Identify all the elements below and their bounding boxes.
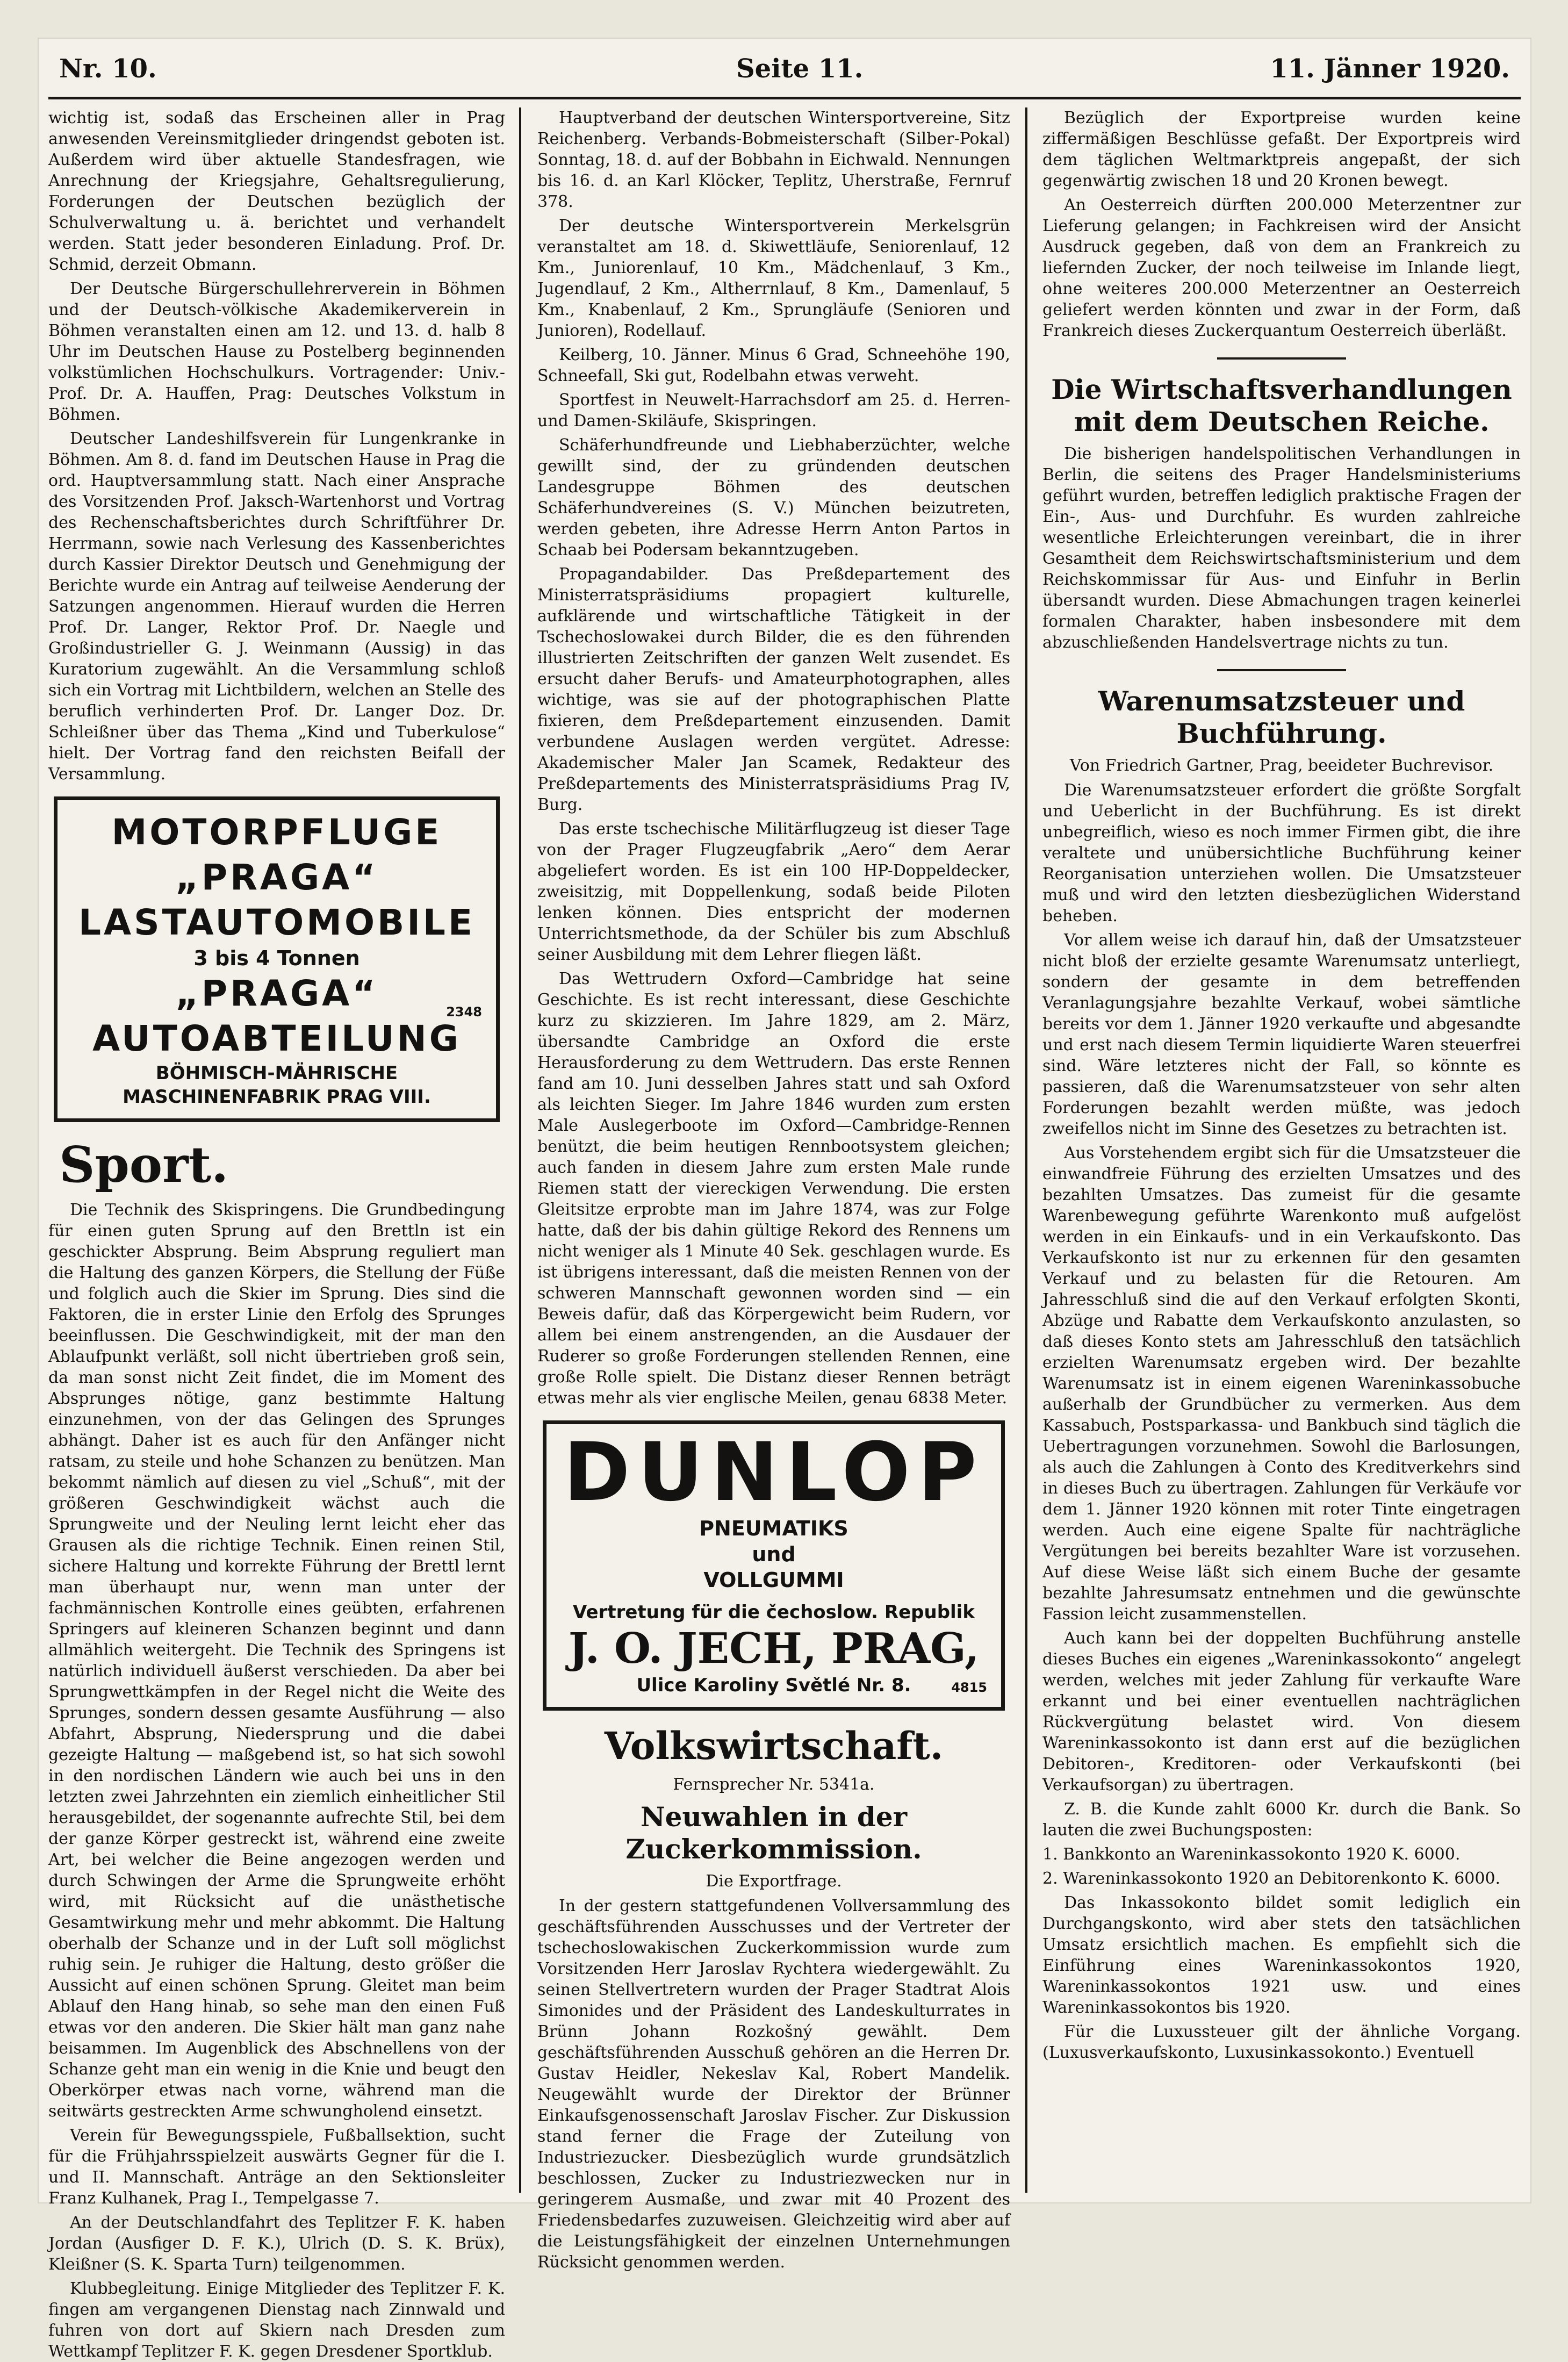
article-paragraph: An der Deutschlandfahrt des Teplitzer F. K. haben Jordan (Ausfiger D. F. K.), Ulrich (D. S. K. Brüx), Kleißner (S. K. Sparta Turn) teilgenommen. (48, 2213, 505, 2274)
article-paragraph: Schäferhundfreunde und Liebhaberzüchter, welche gewillt sind, der zu gründenden deutschen Landesgruppe Böhmen des deutschen Schäferhundvereines (S. V.) München beizutreten, werden gebeten, ihre Adresse Herrn Anton Partos in Schaab bei Podersam bekanntzugeben. (537, 436, 1010, 559)
ad-line: 3 bis 4 Tonnen (193, 946, 360, 970)
article-paragraph: In der gestern stattgefundenen Vollversammlung des geschäftsführenden Ausschusses und der Vertreter der tschechoslowakischen Zuckerkommission wurde zum Vorsitzenden Herr Jaroslav Rychtera wiedergewählt. Zu seinen Stellvertretern wurden der Prager Stadtrat Alois Simonides und der Präsident des Landeskulturrates in Brünn Johann Rozkošný gewählt. Dem geschäftsführenden Ausschuß gehören an die Herren Dr. Gustav Heidler, Nekeslav Kal, Robert Mandelik. Neugewählt wurde der Direktor der Brünner Einkaufsgenossenschaft Jaroslav Fischer. Zur Diskussion stand ferner die Frage der Zuteilung von Industriezucker. Diesbezüglich wurde grundsätzlich beschlossen, Zucker zu Industriezwecken nur in geringerem Ausmaße, und zwar mit 40 Prozent des Friedensbedarfes zuzuweisen. Gleichzeitig wird aber auf die Leistungsfähigkeit der einzelnen Unternehmungen Rücksicht genommen werden. (537, 1897, 1010, 2272)
article-headline: Die Wirtschaftsverhandlungen mit dem Deutschen Reiche. (1051, 374, 1512, 437)
ad-line: „PRAGA“ (175, 857, 378, 898)
phone-line: Fernsprecher Nr. 5341a. (673, 1775, 875, 1794)
article-headline: Warenumsatzsteuer und Buchführung. (1098, 685, 1465, 749)
separator (1217, 357, 1346, 360)
article-paragraph: Die Warenumsatzsteuer erfordert die größte Sorgfalt und Ueberlicht in der Buchführung. Es ist direkt unbegreiflich, wieso es noch immer Firmen gibt, die ihre veraltete und unübersichtliche Buchführung keiner Reorganisation unterziehen wollen. Die Umsatzsteuer muß und wird den letzten diesbezüglichen Widerstand beheben. (1042, 781, 1521, 925)
column-1 (48, 107, 505, 2361)
article-paragraph: Vor allem weise ich darauf hin, daß der Umsatzsteuer nicht bloß der erzielte gesamte Warenumsatz unterliegt, sondern der gesamte in dem betreffenden Veranlagungsjahre bezahlte Verkauf, wobei sämtliche bereits vor dem 1. Jänner 1920 verkaufte und abgesandte und erst nach diesem Termin liquidierte Waren steuerfrei sind. Wäre letzteres nicht der Fall, so könnte es passieren, daß die Warenumsatzsteuer von sehr alten Forderungen bezahlt werden müßte, was jedoch zweifellos nicht im Sinne des Gesetzes zu betrachten ist. (1042, 931, 1521, 1138)
article-paragraph: Z. B. die Kunde zahlt 6000 Kr. durch die Bank. So lauten die zwei Buchungsposten: (1042, 1800, 1521, 1840)
section-title-volkswirtschaft: Volkswirtschaft. (604, 1724, 944, 1768)
article-paragraph: Keilberg, 10. Jänner. Minus 6 Grad, Schneehöhe 190, Schneefall, Ski gut, Rodelbahn etwas verweht. (537, 346, 1010, 385)
page-number: Seite 11. (736, 54, 864, 84)
article-byline: Von Friedrich Gartner, Prag, beeideter Buchrevisor. (1069, 756, 1494, 775)
ad-line: „PRAGA“ (175, 973, 378, 1014)
ad-line: PNEUMATIKS (699, 1517, 848, 1540)
article-paragraph: Auch kann bei der doppelten Buchführung anstelle dieses Buches ein eigenes „Wareninkassokonto“ angelegt werden, welches mit jeder Zahlung für verkaufte Ware erkannt und bei einer eventuellen nachträglichen Rückvergütung belastet wird. Von diesem Wareninkassokonto ist dann erst auf die bezüglichen Debitoren-, Kreditoren- oder Verkaufskonti (bei Verkaufsorgan) zu übertragen. (1042, 1629, 1521, 1794)
booking-entry: 2. Wareninkassokonto 1920 an Debitorenkonto K. 6000. (1042, 1869, 1501, 1888)
article-paragraph: wichtig ist, sodaß das Erscheinen aller in Prag anwesenden Vereinsmitglieder dringendst geboten ist. Außerdem wird über aktuelle Standesfragen, wie Anrechnung der Kriegsjahre, Gehaltsregulierung, Forderungen der Deutschen bezüglich der Schulverwaltung u. ä. berichtet und verhandelt werden. Statt jeder besonderen Einladung. Prof. Dr. Schmid, derzeit Obmann. (48, 109, 505, 274)
article-paragraph: Klubbegleitung. Einige Mitglieder des Teplitzer F. K. fingen am vergangenen Dienstag nach Zinnwald und fuhren von dort auf Skiern nach Dresden zum Wettkampf Teplitzer F. K. gegen Dresdener Sportklub. (48, 2279, 505, 2361)
newspaper-page (38, 38, 1531, 2361)
article-subheadline: Die Exportfrage. (706, 1872, 842, 1891)
article-paragraph: Die bisherigen handelspolitischen Verhandlungen in Berlin, die seitens des Prager Handelsministeriums geführt wurden, betreffen lediglich praktische Fragen der Ein-, Aus- und Durchfuhr. Es wurden zahlreiche wesentliche Erleichterungen vereinbart, die in ihrer Gesamtheit dem Reichswirtschaftsministerium und dem Reichskommissar für Aus- und Einfuhr in Berlin übersandt wurden. Diese Abmachungen tragen keinerlei formalen Charakter, haben insbesondere mit dem abzuschließenden Handelsvertrage nichts zu tun. (1042, 444, 1521, 652)
ad-line: MASCHINENFABRIK PRAG VIII. (123, 1086, 431, 1108)
article-paragraph: Propagandabilder. Das Preßdepartement des Ministerratspräsidiums propagiert kulturelle, aufklärende und wirtschaftliche Tätigkeit in der Tschechoslowakei durch Bilder, die es den führenden illustrierten Zeitschriften der ganzen Welt zusendet. Es ersucht daher Berufs- und Amateurphotographen, alles wichtige, was sie auf der photographischen Platte fixieren, dem Preßdepartement einzusenden. Damit verbundene Auslagen werden vergütet. Adresse: Akademischer Maler Jan Scamek, Redakteur des Preßdepartements des Ministerratspräsidiums Prag IV, Burg. (537, 565, 1010, 814)
separator (1217, 669, 1346, 671)
article-paragraph: Sportfest in Neuwelt-Harrachsdorf am 25. d. Herren- und Damen-Skiläufe, Skispringen. (537, 391, 1010, 430)
ad-line: MOTORPFLUGE (111, 812, 442, 853)
ad-line: Ulice Karoliny Světlé Nr. 8. (636, 1675, 911, 1696)
article-paragraph: Das Wettrudern Oxford—Cambridge hat seine Geschichte. Es ist recht interessant, diese Geschichte kurz zu skizzieren. Im Jahre 1829, am 2. März, übersandte Cambridge an Oxford die erste Herausforderung zu dem Wettrudern. Das erste Rennen fand am 10. Juni desselben Jahres statt und sah Oxford als leichten Sieger. Im Jahre 1846 wurden zum ersten Male Auslegerboote im Oxford—Cambridge-Rennen benützt, die beim heutigen Rennbootsystem gleichen; auch fanden in diesem Jahre zum ersten Male runde Riemen statt der viereckigen Verwendung. Die ersten Gleitsitze erprobte man im Jahre 1874, was zur Folge hatte, daß der bis dahin gültige Rekord des Rennens um nicht weniger als 1 Minute 40 Sek. geschlagen wurde. Es ist übrigens interessant, daß die meisten Rennen von der schweren Mannschaft gewonnen worden sind — ein Beweis dafür, daß das Körpergewicht beim Rudern, vor allem bei einem anstrengenden, an die Ausdauer der Ruderer so große Forderungen stellenden Rennen, eine große Rolle spielt. Die Distanz dieser Rennen beträgt etwas mehr als vier englische Meilen, genau 6838 Meter. (537, 970, 1010, 1408)
ad-line: AUTOABTEILUNG (92, 1018, 461, 1059)
ad-number: 2348 (446, 1004, 482, 1020)
article-paragraph: Die Technik des Skispringens. Die Grundbedingung für einen guten Sprung auf den Brettln ist ein geschickter Absprung. Beim Absprung reguliert man die Haltung des ganzen Körpers, die Stellung der Füße und folglich auch die Skier im Sprung. Dies sind die Faktoren, die in erster Linie den Erfolg des Sprunges beeinflussen. Die Geschwindigkeit, mit der man den Ablaufpunkt verläßt, soll nicht übertrieben groß sein, da man sonst nicht Zeit findet, die im Moment des Absprunges nötige, ganz bestimmte Haltung einzunehmen, von der das Gelingen des Sprunges abhängt. Daher ist es auch für den Anfänger nicht ratsam, zu steile und hohe Schanzen zu benützen. Man bekommt nämlich auf diesen zu viel „Schuß“, mit der größeren Geschwindigkeit wächst auch die Sprungweite und der Neuling lernt leicht eher das Grausen als die richtige Technik. Einen reinen Stil, sichere Haltung und korrekte Führung der Brettl lernt man überhaupt nur, wenn man unter der fachmännischen Kontrolle eines geübten, erfahrenen Springers auf kleineren Schanzen beginnt und dann allmählich weitergeht. Die Technik des Springens ist natürlich individuell äußerst verschieden. Da aber bei Sprungwettkämpfen in der Regel nicht die Weite des Sprunges, sondern dessen gesamte Ausführung — also Abfahrt, Absprung, Niedersprung und die dabei gezeigte Haltung — maßgebend ist, so hat sich sowohl in den nordischen Ländern wie auch bei uns in den letzten zwei Jahrzehnten ein ziemlich einheitlicher Stil herausgebildet, der sogenannte aufrechte Stil, bei dem der ganze Körper gestreckt ist, während eine zweite Art, bei welcher die Beine angezogen werden und durch Schwingen der Arme die Sprungweite erhöht wird, mit Rücksicht auf die unästhetische Gesamtwirkung mehr und mehr abkommt. Die Haltung oberhalb der Schanze und in der Luft soll möglichst ruhig sein. Je ruhiger die Haltung, desto größer die Aussicht auf einen schönen Sprung. Gleitet man beim Ablauf den Hang hinab, so sehe man den einen Fuß etwas vor den anderen. Die Skier hält man ganz nahe beisammen. Im Augenblick des Abschnellens von der Schanze geht man ein wenig in die Knie und beugt den Oberkörper etwas nach vorne, während man die seitwärts gestreckten Arme schwungholend einsetzt. (48, 1201, 505, 2121)
article-paragraph: Verein für Bewegungsspiele, Fußballsektion, sucht für die Frühjahrsspielzeit auswärts Gegner für die I. und II. Mannschaft. Anträge an den Sektionsleiter Franz Kulhanek, Prag I., Tempelgasse 7. (48, 2126, 505, 2208)
article-paragraph: Für die Luxussteuer gilt der ähnliche Vorgang. (Luxusverkaufskonto, Luxusinkassokonto.) Eventuell (1042, 2022, 1521, 2062)
article-paragraph: Bezüglich der Exportpreise wurden keine ziffermäßigen Beschlüsse gefaßt. Der Exportpreis wird dem täglichen Weltmarktpreis angepaßt, der sich gegenwärtig zwischen 18 und 20 Kronen bewegt. (1042, 109, 1521, 190)
article-paragraph: Der deutsche Wintersportverein Merkelsgrün veranstaltet am 18. d. Skiwettläufe, Seniorenlauf, 12 Km., Juniorenlauf, 10 Km., Mädchenlauf, 3 Km., Jugendlauf, 2 Km., Altherrnlauf, 8 Km., Damenlauf, 5 Km., Knabenlauf, 2 Km., Sprungläufe (Senioren und Junioren), Rodellauf. (537, 217, 1010, 340)
article-paragraph: Der Deutsche Bürgerschullehrerverein in Böhmen und der Deutsch-völkische Akademikerverein in Böhmen veranstalten einen am 12. und 13. d. halb 8 Uhr im Deutschen Hause zu Postelberg beginnenden volkstümlichen Hochschulkurs. Vortragender: Univ.-Prof. Dr. A. Hauffen, Prag: Deutsches Volkstum in Böhmen. (48, 279, 505, 424)
page-header (48, 48, 1521, 99)
article-paragraph: Aus Vorstehendem ergibt sich für die Umsatzsteuer die einwandfreie Führung des erzielten Umsatzes und des bezahlten Umsatzes. Das zumeist für die gesamte Warenbewegung geführte Warenkonto muß aufgelöst werden in ein Einkaufs- und in ein Verkaufskonto. Das Verkaufskonto ist nur zu erkennen für den gesamten Verkauf und zu belasten für die Retouren. Am Jahresschluß sind die auf den Verkauf erfolgten Skonti, Abzüge und Rabatte dem Verkaufskonto anzulasten, so daß dieses Konto stets am Jahresschluß den tatsächlich erzielten Warenumsatz ergeben wird. Der bezahlte Warenumsatz ist in einem eigenen Wareninkassobuche außerhalb der Grundbücher zu vermerken. Aus dem Kassabuch, Postsparkassa- und Bankbuch sind täglich die Uebertragungen vorzunehmen. Sowohl die Barlosungen, als auch die Zahlungen à Conto des Kreditverkehrs sind in dieses Buch zu übertragen. Zahlungen für Verkäufe vor dem 1. Jänner 1920 können mit roter Tinte eingetragen werden. Auch eine eigene Spalte für nachträgliche Vergütungen bei bereits bezahlter Ware ist vorzusehen. Auf diese Weise läßt sich einem Buche der gesamte bezahlte Jahresumsatz entnehmen und die gewünschte Fassion leicht zusammenstellen. (1042, 1144, 1521, 1624)
ad-line: VOLLGUMMI (703, 1568, 844, 1592)
ad-line: BÖHMISCH-MÄHRISCHE (155, 1062, 398, 1084)
advertisement-dunlop (543, 1420, 1005, 1711)
column-2 (537, 107, 1010, 2272)
article-paragraph: Das Inkassokonto bildet somit lediglich ein Durchgangskonto, wird aber stets den tatsächlichen Umsatz ersichtlich machen. Es empfiehlt sich die Einführung eines Wareninkassokontos 1920, Wareninkassokontos 1921 usw. und eines Wareninkassokontos bis 1920. (1042, 1893, 1521, 2017)
article-paragraph: An Oesterreich dürften 200.000 Meterzentner zur Lieferung gelangen; in Fachkreisen wird der Ansicht Ausdruck gegeben, daß von dem an Frankreich zu liefernden Zucker, der noch teilweise im Inlande liegt, ohne weiteres 200.000 Meterzentner an Oesterreich geliefert werden könnten und zwar in der Form, daß Frankreich dieses Zuckerquantum Oesterreich überläßt. (1042, 196, 1521, 340)
ad-line: LASTAUTOMOBILE (78, 902, 476, 943)
ad-line: DUNLOP (563, 1426, 984, 1519)
advertisement-praga (54, 796, 500, 1122)
column-3 (1042, 107, 1521, 2193)
ad-line: J. O. JECH, PRAG, (568, 1624, 980, 1673)
article-paragraph: Deutscher Landeshilfsverein für Lungenkranke in Böhmen. Am 8. d. fand im Deutschen Hause in Prag die ord. Hauptversammlung statt. Nach einer Ansprache des Vorsitzenden Prof. Jaksch-Wartenhorst und Vortrag des Rechenschaftsberichtes durch Schriftführer Dr. Herrmann, sowie nach Verlesung des Kassenberichtes durch Kassier Direktor Deutsch und Genehmigung der Berichte wurde ein Antrag auf teilweise Aenderung der Satzungen angenommen. Hierauf wurden die Herren Prof. Dr. Langer, Rektor Prof. Dr. Naegle und Großindustrieller G. J. Weinmann (Aussig) in das Kuratorium zugewählt. An die Versammlung schloß sich ein Vortrag mit Lichtbildern, welchen an Stelle des beruflich verhinderten Prof. Dr. Langer Doz. Dr. Schleißner über das Thema „Kind und Tuberkulose“ hielt. Der Vortrag fand den reichsten Beifall der Versammlung. (48, 429, 505, 784)
issue-date: 11. Jänner 1920. (1270, 54, 1510, 84)
article-paragraph: Das erste tschechische Militärflugzeug ist dieser Tage von der Prager Flugzeugfabrik „Aero“ dem Aerar abgeliefert worden. Es ist ein 100 HP-Doppeldecker, zweisitzig, mit Doppellenkung, sodaß beide Piloten lenken können. Dies entspricht der modernen Unterrichtsmethode, da der Schüler bis zum Abschluß seiner Ausbildung mit dem Lehrer fliegen läßt. (537, 820, 1010, 964)
article-headline: Neuwahlen in der Zuckerkommission. (625, 1801, 922, 1865)
issue-number: Nr. 10. (59, 54, 157, 84)
section-title-sport: Sport. (59, 1136, 229, 1194)
article-paragraph: Hauptverband der deutschen Wintersportvereine, Sitz Reichenberg. Verbands-Bobmeisterschaft (Silber-Pokal) Sonntag, 18. d. auf der Bobbahn in Eichwald. Nennungen bis 16. d. an Karl Klöcker, Teplitz, Uherstraße, Fernruf 378. (537, 109, 1010, 211)
ad-line: Vertretung für die čechoslow. Republik (573, 1602, 975, 1623)
ad-line: und (752, 1542, 796, 1566)
column-rule-2 (1025, 107, 1027, 2193)
ad-number: 4815 (951, 1680, 987, 1695)
booking-entry: 1. Bankkonto an Wareninkassokonto 1920 K. 6000. (1042, 1845, 1461, 1864)
column-rule-1 (519, 107, 521, 2193)
